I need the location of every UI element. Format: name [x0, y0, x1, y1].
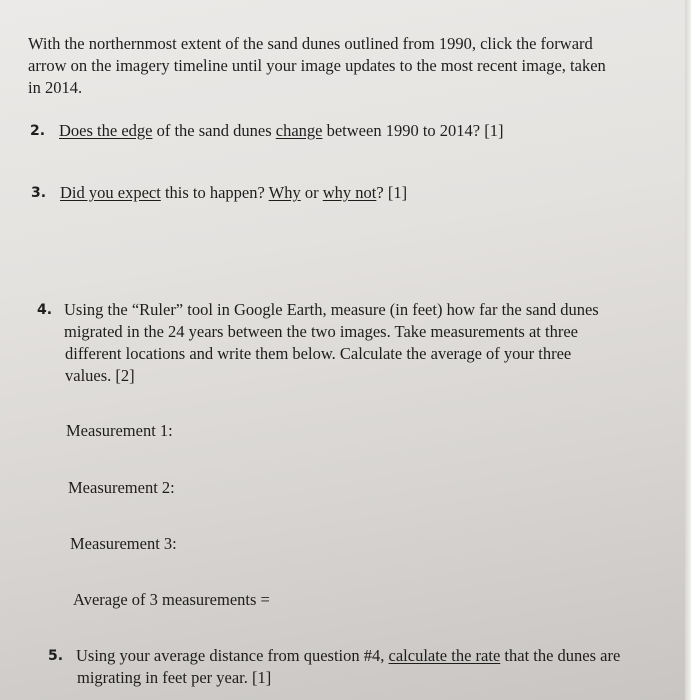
text: ? [1] [376, 183, 408, 202]
underlined-text: Did you expect [60, 183, 161, 202]
underlined-text: why not [322, 183, 377, 202]
intro-line: arrow on the imagery timeline until your image updates to the most recent image, taken [28, 56, 606, 75]
underlined-text: Does the edge [59, 121, 153, 140]
question-text [76, 645, 620, 667]
text: of the sand dunes [152, 121, 276, 140]
measurement-3-label: Measurement 3: [70, 534, 177, 553]
text: Using your average distance from question #4, [76, 646, 389, 665]
question-number: 2. [30, 123, 46, 139]
underlined-text: calculate the rate [388, 646, 501, 665]
average-label: Average of 3 measurements = [73, 590, 270, 609]
question-line: migrated in the 24 years between the two images. Take measurements at three [64, 322, 578, 341]
text: or [300, 183, 323, 202]
question-line: different locations and write them below. Calculate the average of your three [65, 344, 572, 363]
question-number: 3. [31, 185, 47, 201]
text: between 1990 to 2014? [1] [322, 121, 504, 140]
intro-line: With the northernmost extent of the sand dunes outlined from 1990, click the forward [28, 34, 593, 53]
question-line: values. [2] [65, 366, 135, 385]
question-line: Using the “Ruler” tool in Google Earth, measure (in feet) how far the sand dunes [64, 300, 599, 319]
underlined-text: change [275, 121, 323, 140]
question-number: 5. [48, 648, 64, 664]
text: that the dunes are [500, 646, 621, 665]
measurement-2-label: Measurement 2: [68, 478, 175, 497]
intro-line: in 2014. [28, 78, 83, 97]
question-line: migrating in feet per year. [1] [77, 668, 272, 687]
text: this to happen? [160, 183, 269, 202]
question-number: 4. [37, 302, 53, 318]
measurement-1-label: Measurement 1: [66, 421, 173, 440]
question-text [60, 182, 407, 204]
page-edge [685, 0, 691, 700]
question-text [59, 120, 503, 142]
underlined-text: Why [268, 183, 301, 202]
